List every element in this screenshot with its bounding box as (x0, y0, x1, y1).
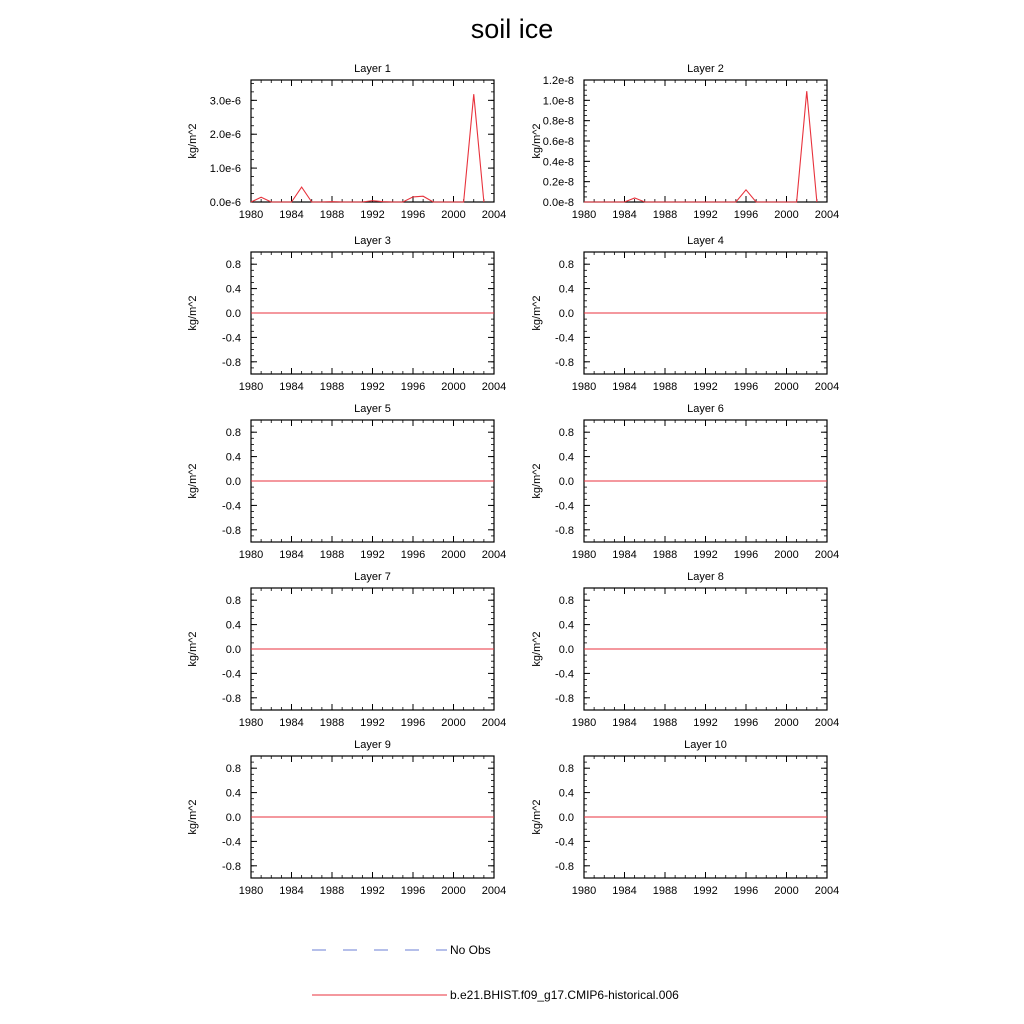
panel-6 (531, 403, 839, 561)
plot-frame (251, 80, 494, 202)
series-line (251, 94, 484, 202)
y-tick-label: -0.4 (555, 668, 574, 681)
x-tick-label: 1992 (693, 549, 718, 561)
x-tick-label: 1984 (612, 209, 637, 221)
y-tick-label: 0.0 (225, 644, 241, 656)
panel-7 (187, 571, 506, 729)
x-tick-label: 1984 (279, 885, 304, 897)
y-tick-label: 0.8 (225, 595, 241, 608)
y-tick-label: -0.8 (222, 356, 241, 369)
x-tick-label: 1984 (279, 381, 304, 393)
x-tick-label: 1980 (571, 549, 597, 561)
x-tick-label: 1988 (652, 885, 678, 897)
y-tick-label: 0.0 (225, 308, 241, 320)
x-tick-label: 1988 (319, 209, 345, 221)
y-tick-label: -0.4 (222, 332, 241, 345)
x-tick-label: 1988 (652, 549, 678, 561)
x-tick-label: 1996 (733, 885, 759, 897)
legend-label: b.e21.BHIST.f09_g17.CMIP6-historical.006 (450, 988, 679, 1002)
x-tick-label: 2004 (481, 549, 507, 561)
x-tick-label: 1996 (400, 885, 426, 897)
x-tick-label: 1980 (238, 717, 264, 729)
panel-3 (187, 235, 506, 393)
x-tick-label: 1996 (733, 381, 759, 393)
x-tick-label: 1996 (400, 209, 426, 221)
y-tick-label: 0.4e-8 (542, 156, 574, 169)
y-tick-label: -0.8 (555, 860, 574, 873)
panel-10 (531, 739, 839, 897)
x-tick-label: 1992 (693, 381, 718, 393)
x-tick-label: 1984 (279, 717, 304, 729)
y-tick-label: 0.0 (558, 308, 574, 320)
y-tick-label: 0.4 (225, 283, 241, 296)
panel-title: Layer 10 (684, 739, 727, 751)
y-tick-label: 0.8 (225, 259, 241, 272)
y-tick-label: -0.4 (555, 836, 574, 849)
y-axis-label: kg/m^2 (187, 123, 199, 159)
panel-title: Layer 9 (354, 739, 391, 751)
x-tick-label: 1992 (360, 885, 385, 897)
y-axis-label: kg/m^2 (531, 631, 543, 667)
y-axis-label: kg/m^2 (187, 799, 199, 835)
y-tick-label: 0.2e-8 (542, 176, 574, 189)
x-tick-label: 1996 (400, 381, 426, 393)
y-tick-label: -0.4 (222, 668, 241, 681)
x-tick-label: 1992 (360, 381, 385, 393)
y-tick-label: -0.8 (555, 524, 574, 537)
plot-frame (584, 80, 827, 202)
y-tick-label: 0.8 (558, 763, 574, 776)
y-tick-label: 0.6e-8 (542, 136, 574, 148)
x-tick-label: 2000 (441, 885, 466, 897)
y-tick-label: 0.4 (558, 619, 574, 632)
x-tick-label: 2000 (774, 885, 799, 897)
x-tick-label: 1984 (612, 381, 637, 393)
x-tick-label: 2004 (481, 717, 507, 729)
y-tick-label: 3.0e-6 (209, 95, 241, 108)
x-tick-label: 1980 (571, 381, 597, 393)
panel-title: Layer 3 (354, 235, 391, 247)
y-axis-label: kg/m^2 (187, 295, 199, 331)
x-tick-label: 2000 (774, 381, 799, 393)
y-tick-label: -0.8 (222, 692, 241, 705)
y-axis-label: kg/m^2 (187, 463, 199, 499)
y-axis-label: kg/m^2 (531, 463, 543, 499)
y-tick-label: 0.4 (558, 787, 574, 800)
x-tick-label: 1992 (360, 717, 385, 729)
x-tick-label: 2000 (441, 717, 466, 729)
x-tick-label: 2000 (441, 209, 466, 221)
x-tick-label: 2000 (774, 717, 799, 729)
legend-label: No Obs (450, 943, 491, 957)
panel-8 (531, 571, 839, 729)
y-tick-label: 0.8e-8 (542, 115, 574, 128)
x-tick-label: 1984 (612, 885, 637, 897)
x-tick-label: 1988 (652, 381, 678, 393)
x-tick-label: 2004 (481, 381, 507, 393)
panel-9 (187, 739, 506, 897)
panel-title: Layer 4 (687, 235, 724, 247)
x-tick-label: 1988 (319, 381, 345, 393)
y-tick-label: 0.4 (558, 451, 574, 464)
x-tick-label: 1996 (733, 549, 759, 561)
x-tick-label: 1992 (360, 209, 385, 221)
x-tick-label: 1980 (238, 549, 264, 561)
figure-title: soil ice (470, 14, 554, 44)
panel-1 (187, 63, 506, 221)
y-tick-label: 1.2e-8 (542, 75, 574, 87)
panel-title: Layer 1 (354, 63, 391, 75)
y-tick-label: 0.8 (558, 427, 574, 440)
x-tick-label: 2000 (774, 549, 799, 561)
x-tick-label: 1988 (652, 717, 678, 729)
x-tick-label: 2000 (441, 549, 466, 561)
x-tick-label: 1988 (319, 717, 345, 729)
y-tick-label: 0.4 (558, 283, 574, 296)
x-tick-label: 1988 (319, 549, 345, 561)
series-line (584, 91, 817, 202)
y-tick-label: 0.0 (558, 476, 574, 488)
x-tick-label: 2004 (814, 549, 840, 561)
x-tick-label: 2004 (481, 885, 507, 897)
x-tick-label: 1984 (612, 549, 637, 561)
x-tick-label: 1980 (571, 209, 597, 221)
legend (312, 943, 679, 1002)
x-tick-label: 1996 (733, 717, 759, 729)
y-tick-label: 0.4 (225, 451, 241, 464)
y-tick-label: -0.4 (555, 332, 574, 345)
y-tick-label: 0.8 (225, 763, 241, 776)
y-tick-label: -0.8 (555, 692, 574, 705)
x-tick-label: 1984 (279, 549, 304, 561)
x-tick-label: 2004 (814, 885, 840, 897)
y-axis-label: kg/m^2 (531, 799, 543, 835)
x-tick-label: 1980 (571, 885, 597, 897)
y-tick-label: 0.0 (225, 476, 241, 488)
x-tick-label: 1980 (571, 717, 597, 729)
panel-title: Layer 8 (687, 571, 724, 583)
x-tick-label: 1992 (360, 549, 385, 561)
panel-4 (531, 235, 839, 393)
y-tick-label: -0.8 (555, 356, 574, 369)
x-tick-label: 1984 (612, 717, 637, 729)
y-axis-label: kg/m^2 (187, 631, 199, 667)
y-tick-label: 0.0 (558, 644, 574, 656)
panel-5 (187, 403, 506, 561)
y-tick-label: 0.4 (225, 619, 241, 632)
panel-title: Layer 7 (354, 571, 391, 583)
x-tick-label: 1992 (693, 885, 718, 897)
x-tick-label: 1988 (319, 885, 345, 897)
y-tick-label: 1.0e-6 (209, 163, 241, 176)
y-tick-label: 0.0e-6 (209, 197, 241, 209)
panel-title: Layer 6 (687, 403, 724, 415)
x-tick-label: 1996 (400, 717, 426, 729)
x-tick-label: 1984 (279, 209, 304, 221)
x-tick-label: 1992 (693, 717, 718, 729)
y-tick-label: -0.8 (222, 860, 241, 873)
y-axis-label: kg/m^2 (531, 123, 543, 159)
y-tick-label: 0.8 (558, 259, 574, 272)
x-tick-label: 2000 (441, 381, 466, 393)
y-tick-label: 0.4 (225, 787, 241, 800)
x-tick-label: 2004 (814, 209, 840, 221)
y-tick-label: 0.0 (225, 812, 241, 824)
y-tick-label: 0.8 (225, 427, 241, 440)
y-tick-label: 0.0 (558, 812, 574, 824)
y-tick-label: 1.0e-8 (542, 95, 574, 108)
x-tick-label: 1980 (238, 885, 264, 897)
y-tick-label: 0.0e-8 (542, 197, 574, 209)
y-tick-label: 2.0e-6 (209, 129, 241, 142)
x-tick-label: 1992 (693, 209, 718, 221)
x-tick-label: 1980 (238, 209, 264, 221)
panel-2 (531, 63, 839, 221)
x-tick-label: 1996 (733, 209, 759, 221)
x-tick-label: 1996 (400, 549, 426, 561)
y-tick-label: -0.4 (222, 500, 241, 513)
y-axis-label: kg/m^2 (531, 295, 543, 331)
panel-title: Layer 5 (354, 403, 391, 415)
x-tick-label: 1980 (238, 381, 264, 393)
y-tick-label: -0.4 (222, 836, 241, 849)
x-tick-label: 2004 (814, 381, 840, 393)
y-tick-label: -0.4 (555, 500, 574, 513)
x-tick-label: 2004 (814, 717, 840, 729)
panel-title: Layer 2 (687, 63, 724, 75)
y-tick-label: 0.8 (558, 595, 574, 608)
y-tick-label: -0.8 (222, 524, 241, 537)
x-tick-label: 2004 (481, 209, 507, 221)
x-tick-label: 2000 (774, 209, 799, 221)
x-tick-label: 1988 (652, 209, 678, 221)
